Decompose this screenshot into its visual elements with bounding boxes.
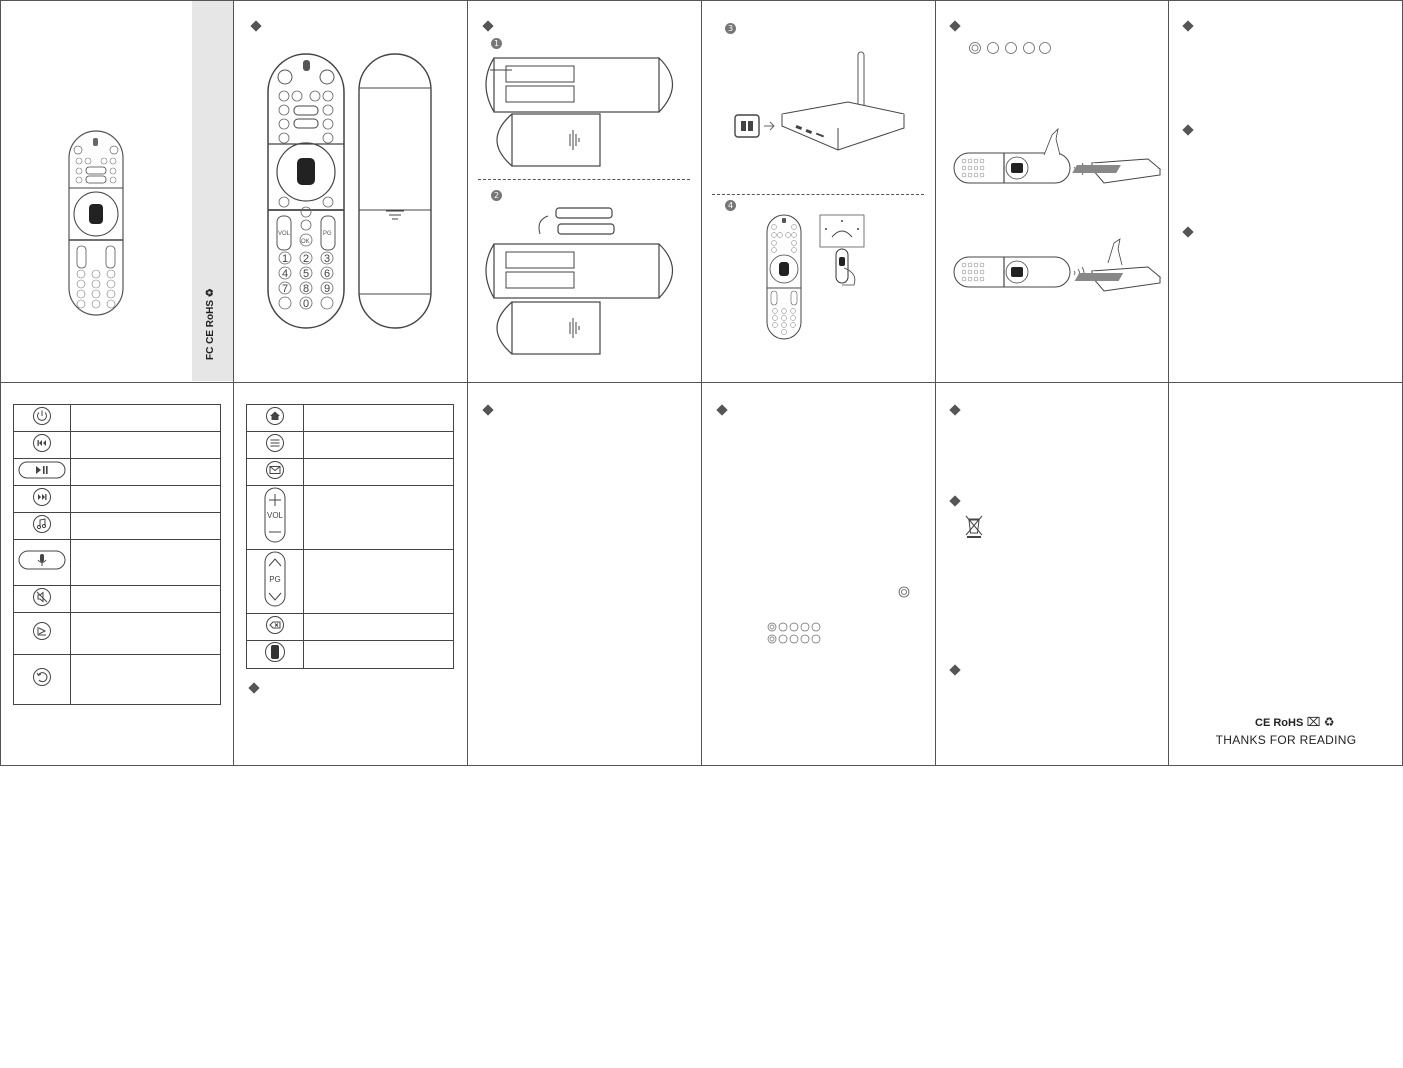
number-key-7: 7 <box>281 283 289 295</box>
microphone-icon <box>18 550 66 570</box>
air-mouse-gesture-diagram <box>818 213 868 288</box>
compliance-marks-text: FC CE RoHS <box>205 300 216 360</box>
pairing-step-1-diagram <box>952 125 1162 189</box>
compliance-marks-vertical <box>205 240 219 360</box>
remote-back-diagram <box>357 52 433 330</box>
previous-track-icon <box>32 433 52 453</box>
table-row <box>247 459 454 486</box>
indicator-light-icon <box>898 586 910 598</box>
page-rocker-label: PG <box>269 575 281 584</box>
volume-rocker-label: VOL <box>266 511 283 520</box>
input-source-icon <box>32 621 52 641</box>
table-row <box>247 641 454 669</box>
step-1-badge: 1 <box>491 38 502 49</box>
table-row <box>14 655 221 705</box>
ce-rohs-marks: CE RoHS <box>1255 717 1304 729</box>
panel-back-cover <box>1169 383 1403 766</box>
table-row <box>14 486 221 513</box>
remote-front-diagram <box>266 52 346 330</box>
home-icon <box>265 406 285 426</box>
table-row <box>247 614 454 641</box>
weee-crossed-bin-icon <box>963 514 985 540</box>
number-key-0: 0 <box>302 298 310 310</box>
number-key-2: 2 <box>302 253 310 265</box>
cover-remote-illustration <box>66 128 126 318</box>
menu-icon <box>265 433 285 453</box>
panel-text-2 <box>702 383 936 766</box>
weee-icon: ⌧ <box>1306 715 1321 729</box>
remote-front-vol-label: VOL <box>278 231 291 237</box>
remote-front-ok-label: OK <box>301 239 310 245</box>
step-3-badge: 3 <box>725 23 736 34</box>
indicator-lights-status-rows <box>767 621 821 645</box>
remote-small-diagram <box>765 213 803 341</box>
volume-rocker-icon <box>263 486 287 544</box>
usb-dongle-to-tv-box-diagram <box>730 48 910 158</box>
thanks-for-reading: THANKS FOR READING <box>1215 733 1357 747</box>
step-divider <box>712 194 924 195</box>
step-2-badge: 2 <box>491 190 502 201</box>
table-row <box>247 550 454 614</box>
backspace-icon <box>265 615 285 635</box>
touchpad-icon <box>265 641 285 663</box>
number-key-8: 8 <box>302 283 310 295</box>
button-function-table-1 <box>13 404 221 705</box>
number-key-9: 9 <box>323 283 331 295</box>
back-icon <box>32 667 52 687</box>
panel-text-1 <box>468 383 702 766</box>
table-row <box>14 613 221 655</box>
page-rocker-icon <box>263 550 287 608</box>
recycle-icon: ♻ <box>1323 715 1335 729</box>
table-row <box>14 540 221 586</box>
compliance-marks-bottom <box>1255 715 1335 729</box>
pairing-step-2-diagram <box>952 237 1162 301</box>
number-key-4: 4 <box>281 268 289 280</box>
battery-compartment-open-diagram <box>484 54 688 174</box>
panel-pairing <box>936 0 1169 383</box>
mail-icon <box>265 460 285 480</box>
step-4-badge: 4 <box>725 200 736 211</box>
table-row <box>247 405 454 432</box>
mute-icon <box>32 587 52 607</box>
panel-notes-top <box>1169 0 1403 383</box>
remote-front-pg-label: PG <box>323 231 332 237</box>
next-track-icon <box>32 487 52 507</box>
indicator-lights-row <box>967 40 1051 56</box>
number-key-6: 6 <box>323 268 331 280</box>
table-row <box>14 405 221 432</box>
play-pause-icon <box>18 461 66 479</box>
table-row <box>247 432 454 459</box>
power-icon <box>32 406 52 426</box>
number-key-3: 3 <box>323 253 331 265</box>
table-row <box>14 513 221 540</box>
panel-text-3 <box>936 383 1169 766</box>
button-function-table-2 <box>246 404 454 669</box>
table-row <box>14 586 221 613</box>
recycle-icon: ♻ <box>205 288 216 298</box>
table-row <box>14 459 221 486</box>
number-key-1: 1 <box>281 253 289 265</box>
battery-insert-diagram <box>484 204 688 359</box>
step-divider <box>478 179 690 180</box>
table-row <box>14 432 221 459</box>
number-key-5: 5 <box>302 268 310 280</box>
music-icon <box>32 514 52 534</box>
table-row <box>247 486 454 550</box>
